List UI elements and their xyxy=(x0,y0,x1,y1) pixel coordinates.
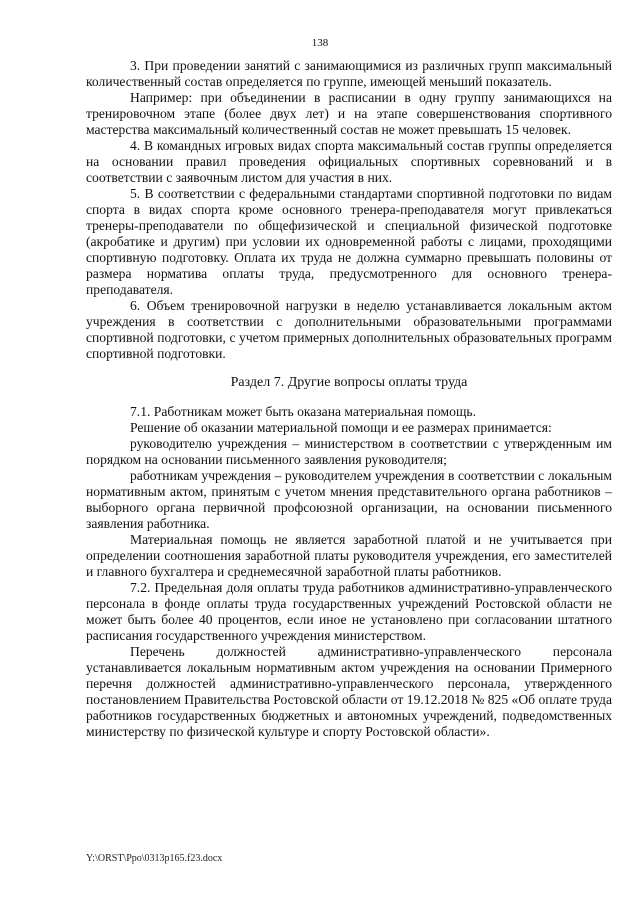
paragraph-7-2: 7.2. Предельная доля оплаты труда работников административно-управленческого персонала в фонде оплаты труда государственных учреждений Ростовской области не может быть более 40 процентов, если иное не установлено при согласовании штатного расписания государственного учреждения министерством. xyxy=(86,580,612,643)
page-number: 138 xyxy=(311,37,329,49)
footer-file-path: Y:\ORST\Ppo\0313p165.f23.docx xyxy=(86,853,223,864)
paragraph-6: 6. Объем тренировочной нагрузки в неделю устанавливается локальным актом учреждения в соответствии с дополнительными образовательными программами спортивной подготовки, с учетом примерных дополнительных образовательных программ спортивной подготовки. xyxy=(86,298,612,361)
paragraph-to-employees: работникам учреждения – руководителем учреждения в соответствии с локальным нормативным актом, принятым с учетом мнения представительного органа работников – выборного органа первичной профсоюзной организации, на основании письменного заявления работника. xyxy=(86,468,612,531)
paragraph-example: Например: при объединении в расписании в одну группу занимающихся на тренировочном этапе (более двух лет) и на этапе совершенствования спортивного мастерства максимальный количественный состав не может превышать 15 человек. xyxy=(86,90,612,137)
paragraph-material-aid: Материальная помощь не является заработной платой и не учитывается при определении соотношения заработной платы руководителя учреждения, его заместителей и главного бухгалтера и среднемесячной заработной платы работников. xyxy=(86,532,612,579)
paragraph-to-director: руководителю учреждения – министерством в соответствии с утвержденным им порядком на основании письменного заявления руководителя; xyxy=(86,436,612,467)
paragraph-staff-list: Перечень должностей административно-управленческого персонала устанавливается локальным нормативным актом учреждения на основании Примерного перечня должностей административно-управленческого персонала, утвержденного постановлением Правительства Ростовской области от 19.12.2018 № 825 «Об оплате труда работников государственных бюджетных и автономных учреждений, подведомственных министерству по физической культуре и спорту Ростовской области». xyxy=(86,644,612,739)
paragraph-3: 3. При проведении занятий с занимающимися из различных групп максимальный количественный состав определяется по группе, имеющей меньший показатель. xyxy=(86,58,612,89)
paragraph-7-1: 7.1. Работникам может быть оказана материальная помощь. xyxy=(130,404,477,419)
paragraph-5: 5. В соответствии с федеральными стандартами спортивной подготовки по видам спорта в видах спорта кроме основного тренера-преподавателя могут привлекаться тренеры-преподаватели по общефизической и специальной физической подготовке (акробатике и другим) при условии их одновременной работы с лицами, проходящими спортивную подготовку. Оплата их труда не должна суммарно превышать половины от размера норматива оплаты труда, предусмотренного для основного тренера-преподавателя. xyxy=(86,186,612,297)
section-heading: Раздел 7. Другие вопросы оплаты труда xyxy=(230,375,468,390)
document-body xyxy=(86,58,612,740)
paragraph-decision: Решение об оказании материальной помощи и ее размерах принимается: xyxy=(130,420,552,435)
paragraph-4: 4. В командных игровых видах спорта максимальный состав группы определяется на основании правил проведения официальных спортивных соревнований и в соответствии с заявочным листом для участия в них. xyxy=(86,138,612,185)
